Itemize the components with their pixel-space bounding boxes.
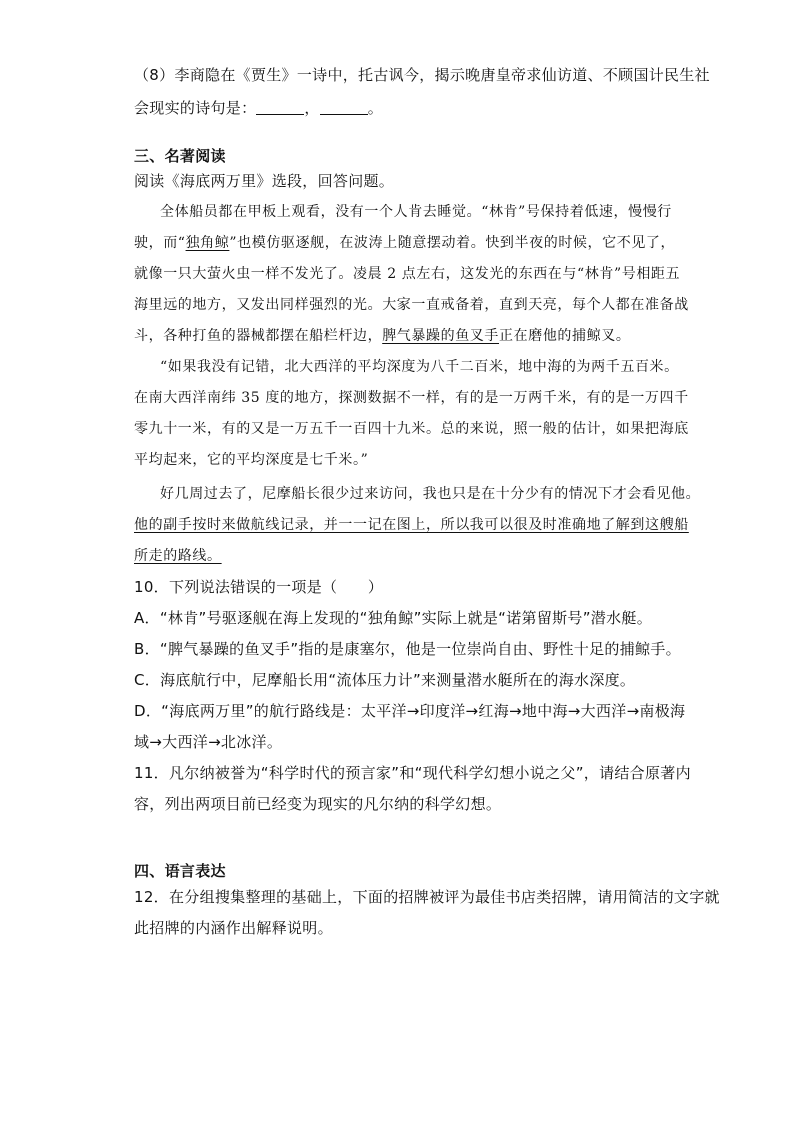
passage-p2-line-3: 零九十一米，有的又是一万五千一百四十九米。总的来说，照一般的估计，如果把海底 [134,421,689,437]
passage-p3-line-2: 他的副手按时来做航线记录，并一一记在图上，所以我可以很及时准确地了解到这艘船 [134,517,689,533]
passage-p1-line-4: 海里远的地方，又发出同样强烈的光。大家一直戒备着，直到天亮，每个人都在准备战 [134,297,689,313]
passage-text: 驶，而“ [134,235,186,251]
q12-line-1: 12．在分组搜集整理的基础上，下面的招牌被评为最佳书店类招牌，请用简洁的文字就 [134,888,720,906]
q8-line-1: （8）李商隐在《贾生》一诗中，托古讽今，揭示晚唐皇帝求仙访道、不顾国计民生社 [134,66,710,84]
q10-option-d-line-2[interactable]: 域→大西洋→北冰洋。 [134,733,283,751]
underlined-harpooner: 脾气暴躁的鱼叉手 [382,328,500,344]
passage-p1-line-2 [134,232,675,254]
q12-line-2: 此招牌的内涵作出解释说明。 [134,919,333,937]
passage-p1-line-1: 全体船员都在甲板上观看，没有一个人肯去睡觉。“林肯”号保持着低速，慢慢行 [160,204,672,220]
q10-option-b[interactable]: B．“脾气暴躁的鱼叉手”指的是康塞尔，他是一位崇尚自由、野性十足的捕鲸手。 [134,640,681,658]
passage-p3-line-3: 所走的路线。 [134,548,222,564]
passage-text: 正在磨他的捕鲸叉。 [499,328,631,344]
underlined-narwhal: 独角鲸 [185,235,230,251]
q10-option-a[interactable]: A．“林肯”号驱逐舰在海上发现的“独角鲸”实际上就是“诺第留斯号”潜水艇。 [134,609,652,627]
q8-prompt: 会现实的诗句是： [134,99,257,117]
passage-text: ”也模仿驱逐舰，在波涛上随意摆动着。快到半夜的时候，它不见了， [229,235,676,251]
q8-end: 。 [367,99,384,117]
passage-p3-line-1: 好几周过去了，尼摩船长很少过来访问，我也只是在十分少有的情况下才会看见他。 [160,486,701,502]
passage-p2-line-2: 在南大西洋南纬 35 度的地方，探测数据不一样，有的是一万两千米，有的是一万四千 [134,390,689,406]
q8-line-2 [134,97,383,119]
q11-line-2: 容，列出两项目前已经变为现实的凡尔纳的科学幻想。 [134,795,502,813]
q10-option-c[interactable]: C．海底航行中，尼摩船长用“流体压力计”来测量潜水艇所在的海水深度。 [134,671,636,689]
q10-stem: 10．下列说法错误的一项是（ ） [134,578,384,596]
passage-p1-line-5 [134,325,630,347]
answer-blank-1[interactable] [256,98,304,115]
section-4-title: 四、语言表达 [134,862,226,880]
passage-p2-line-1: “如果我没有记错，北大西洋的平均深度为八千二百米，地中海的为两千五百米。 [160,359,679,375]
q11-line-1: 11．凡尔纳被誉为“科学时代的预言家”和“现代科学幻想小说之父”，请结合原著内 [134,764,691,782]
q8-separator: ， [304,99,320,117]
answer-blank-2[interactable] [320,98,368,115]
passage-p2-line-4: 平均起来，它的平均深度是七千米。” [134,452,369,468]
passage-p1-line-3: 就像一只大萤火虫一样不发光了。凌晨 2 点左右，这发光的东西在与“林肯”号相距五 [134,266,681,282]
section-3-title: 三、名著阅读 [134,147,226,165]
section-3-intro: 阅读《海底两万里》选段，回答问题。 [134,172,395,190]
q10-option-d-line-1[interactable]: D．“海底两万里”的航行路线是：太平洋→印度洋→红海→地中海→大西洋→南极海 [134,702,686,720]
passage-text: 斗，各种打鱼的器械都摆在船栏杆边， [134,328,383,344]
